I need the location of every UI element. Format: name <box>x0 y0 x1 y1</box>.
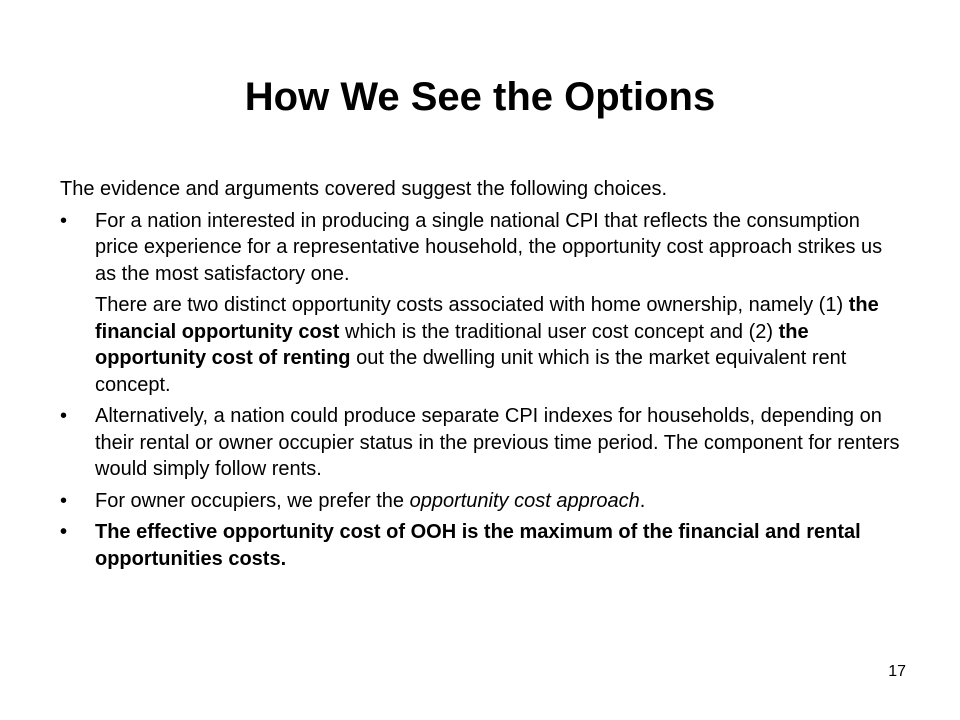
sub-paragraph <box>60 292 905 398</box>
sub-paragraph-text: There are two distinct opportunity costs associated with home ownership, namely (1) <box>95 294 849 316</box>
bullet-text-part: . <box>639 489 646 512</box>
opportunity-cost-approach-emphasis: opportunity cost approach <box>409 489 640 512</box>
financial-opportunity-cost-emphasis: the financial opportunity cost <box>95 294 879 343</box>
renting-opportunity-cost-emphasis: the opportunity cost of renting <box>95 320 809 369</box>
bullet-marker: • <box>60 209 68 232</box>
bullet-item <box>60 403 905 483</box>
bullet-marker: • <box>60 489 68 512</box>
bullet-text-part: For owner occupiers, we prefer the <box>95 489 410 512</box>
bullet-text: The effective opportunity cost of OOH is the maximum of the financial and rental opportunities costs. <box>95 521 861 570</box>
slide-body <box>60 176 905 577</box>
slide-title: How We See the Options <box>244 75 716 119</box>
bullet-text <box>95 490 645 512</box>
sub-paragraph-text: which is the traditional user cost concept and (2) <box>339 320 779 343</box>
page-number: 17 <box>888 663 906 680</box>
bullet-marker: • <box>60 521 68 543</box>
bullet-text: Alternatively, a nation could produce separate CPI indexes for households, depending on their rental or owner occupier status in the previous time period. The component for renters would simply follow rents. <box>95 405 900 480</box>
bullet-text: For a nation interested in producing a single national CPI that reflects the consumption price experience for a representative household, the opportunity cost approach strikes us as the most satisfactory one. <box>95 209 883 285</box>
bullet-item-conclusion <box>60 519 905 572</box>
bullet-marker: • <box>60 405 68 427</box>
intro-text: The evidence and arguments covered suggest the following choices. <box>60 178 668 200</box>
sub-paragraph-text: out the dwelling unit which is the market equivalent rent concept. <box>95 347 847 396</box>
bullet-item <box>60 488 905 515</box>
bullet-item <box>60 208 905 288</box>
